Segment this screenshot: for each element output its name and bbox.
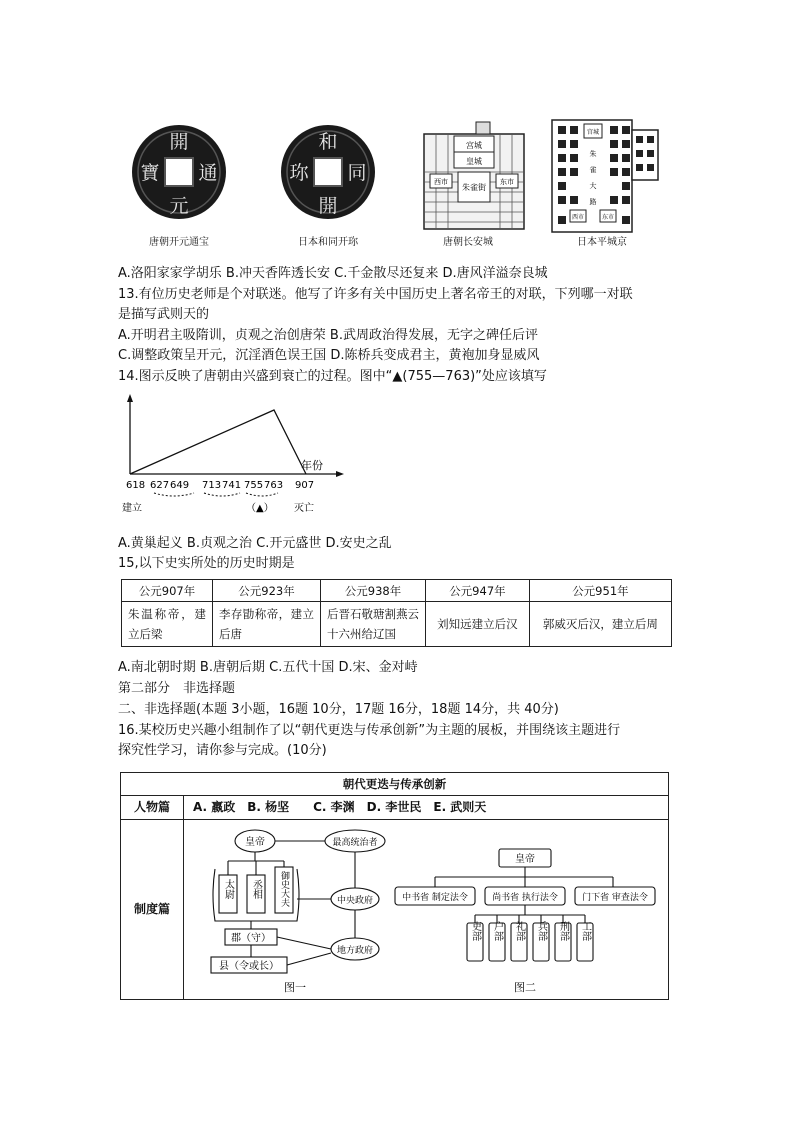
coin2-char-right: 同 [347, 162, 367, 184]
q12-options: A.洛阳家家学胡乐 B.冲天香阵透长安 C.千金散尽还复来 D.唐风洋溢奈良城 [118, 266, 548, 281]
fig1-local-gov: 地方政府 [336, 946, 374, 956]
changan-palace-label: 宫城 [466, 141, 482, 150]
year-713: 713 [202, 480, 222, 491]
system-row-label: 制度篇 [121, 819, 184, 999]
q14-options: A.黄巢起义 B.贞观之治 C.开元盛世 D.安史之乱 [118, 536, 392, 551]
coin-kaiyuan-tongbao [132, 125, 226, 219]
fig1-chengxiang: 丞相 [250, 879, 262, 899]
fig1-taiwei: 太尉 [222, 879, 234, 899]
coin1-char-left: 寶 [140, 162, 160, 184]
heijo-road-char-2: 雀 [589, 166, 597, 174]
changan-east-market-label: 东市 [500, 178, 514, 186]
heijo-kyo-map [552, 120, 658, 232]
caption-changan: 唐朝长安城 [443, 237, 493, 248]
heijo-road-char-3: 大 [589, 182, 597, 190]
fig2-ministry-li: 吏部 [469, 921, 481, 941]
fig2-emperor: 皇帝 [515, 854, 535, 865]
table-cell-923: 李存勖称帝，建立后唐 [213, 602, 321, 647]
people-options: A. 嬴政 B. 杨坚 C. 李渊 D. 李世民 E. 武则天 [193, 800, 487, 814]
table-header-938: 公元938年 [321, 580, 426, 602]
coin1-char-bottom: 元 [169, 195, 189, 217]
q13-options-1: A.开明君主吸隋训，贞观之治创唐荣 B.武周政治得发展，无字之碑任后评 [118, 328, 538, 343]
coin1-char-right: 通 [198, 162, 218, 184]
q16-display-panel [120, 772, 669, 1000]
table-header-907: 公元907年 [122, 580, 213, 602]
people-row [121, 795, 668, 820]
coin2-char-bottom: 開 [318, 195, 338, 217]
changan-zhuque-label: 朱雀街 [462, 183, 486, 192]
coin2-char-left: 珎 [289, 162, 309, 184]
figure1-qin-system [201, 825, 411, 997]
year-741: 741 [222, 480, 242, 491]
year-907: 907 [295, 480, 315, 491]
fall-label: 灭亡 [294, 503, 314, 514]
q13-options-2: C.调整政策呈开元，沉淫酒色误王国 D.陈桥兵变成君主，黄袍加身显威风 [118, 348, 540, 363]
fig1-caption: 图一 [284, 981, 306, 994]
fig2-ministry-gong: 工部 [579, 921, 591, 941]
part2-title: 第二部分 非选择题 [118, 681, 236, 696]
fig1-commandery: 郡（守） [231, 933, 271, 944]
heijo-east-market-label: 东市 [601, 214, 615, 221]
q13-stem-1: 13.有位历史老师是个对联迷。他写了许多有关中国历史上著名帝王的对联，下列哪一对联 [118, 287, 633, 302]
q15-stem: 15,以下史实所处的历史时期是 [118, 556, 295, 571]
q13-stem-2: 是描写武则天的 [118, 307, 210, 322]
fig2-ministry-rites: 礼部 [513, 921, 525, 941]
table-header-923: 公元923年 [213, 580, 321, 602]
coin2-char-top: 和 [318, 131, 338, 153]
q16-stem-1: 16.某校历史兴趣小组制作了以“朝代更迭与传承创新”为主题的展板，并围绕该主题进行 [118, 723, 621, 738]
caption-wado: 日本和同开珎 [298, 237, 358, 248]
axis-year-label: 年份 [301, 459, 323, 472]
panel-title: 朝代更迭与传承创新 [121, 773, 668, 796]
coin1-char-top: 開 [169, 131, 189, 153]
q15-history-table [121, 579, 672, 647]
table-cell-947: 刘知远建立后汉 [426, 602, 530, 647]
rise-decline-line [130, 410, 306, 474]
year-755: 755 [244, 480, 264, 491]
table-header-951: 公元951年 [529, 580, 671, 602]
figure-row [118, 112, 678, 242]
year-649: 649 [170, 480, 190, 491]
tang-timeline-chart [118, 390, 348, 520]
q16-stem-2: 探究性学习，请你参与完成。(10分) [118, 743, 327, 758]
table-cell-907: 朱温称帝，建立后梁 [122, 602, 213, 647]
q15-options: A.南北朝时期 B.唐朝后期 C.五代十国 D.宋、金对峙 [118, 660, 418, 675]
figure2-tang-system [391, 843, 661, 999]
coin-wado-kaichin [281, 125, 375, 219]
fig2-zhongshu: 中书省 制定法令 [402, 893, 468, 903]
people-row-label: 人物篇 [121, 795, 184, 819]
fig2-ministry-hu: 户部 [491, 921, 503, 941]
table-header-947: 公元947年 [426, 580, 530, 602]
q14-stem: 14.图示反映了唐朝由兴盛到衰亡的过程。图中“▲(755—763)”处应该填写 [118, 369, 547, 384]
fig2-menxia: 门下省 审查法令 [582, 893, 648, 903]
section-two-heading: 二、非选择题(本题 3小题，16题 10分，17题 16分，18题 14分，共 40分) [118, 702, 559, 717]
year-618: 618 [126, 480, 146, 491]
year-763: 763 [264, 480, 284, 491]
heijo-palace-label: 宫城 [586, 129, 600, 136]
changan-west-market-label: 西市 [434, 178, 448, 186]
changan-city-map [424, 122, 524, 229]
fig1-supreme-ruler: 最高统治者 [332, 838, 378, 848]
table-cell-951: 郭威灭后汉，建立后周 [529, 602, 671, 647]
fig1-central-gov: 中央政府 [336, 896, 374, 906]
fig1-emperor: 皇帝 [245, 837, 265, 848]
caption-heijo: 日本平城京 [577, 237, 627, 248]
fig2-ministry-bing: 兵部 [535, 921, 547, 941]
fig2-ministry-xing: 刑部 [557, 921, 569, 941]
table-cell-938: 后晋石敬瑭割燕云十六州给辽国 [321, 602, 426, 647]
heijo-road-char-4: 路 [589, 198, 597, 206]
year-627: 627 [150, 480, 170, 491]
caption-kaiyuan: 唐朝开元通宝 [149, 237, 209, 248]
fig1-county: 县（令或长） [219, 961, 279, 972]
heijo-road-char-1: 朱 [589, 150, 597, 158]
changan-imperial-label: 皇城 [466, 157, 482, 166]
marker-triangle-label: （▲） [246, 503, 274, 514]
fig2-caption: 图二 [514, 981, 536, 994]
established-label: 建立 [122, 503, 142, 514]
fig2-shangshu: 尚书省 执行法令 [492, 893, 558, 903]
heijo-west-market-label: 西市 [571, 214, 585, 221]
fig1-yushi: 御史大夫 [279, 871, 289, 907]
